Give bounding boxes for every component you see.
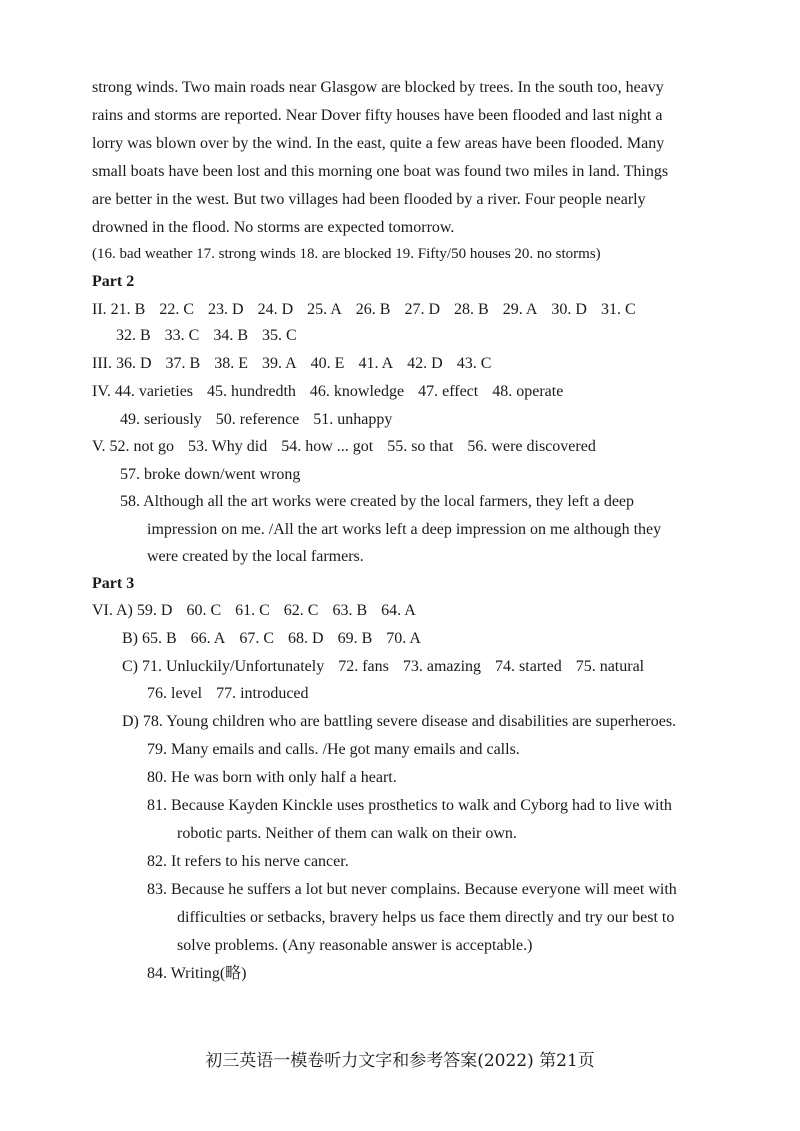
answer-item: 45. hundredth	[207, 383, 296, 400]
answer-item: 43. C	[456, 355, 492, 372]
passage-line: strong winds. Two main roads near Glasgow are blocked by trees. In the south too, heavy	[92, 79, 664, 96]
answer-80: 80. He was born with only half a heart.	[147, 769, 397, 786]
answer-58-line: impression on me. /All the art works left a deep impression on me although they	[147, 521, 662, 538]
section-VI-C-row	[122, 657, 658, 677]
answer-item: 40. E	[310, 355, 345, 372]
answer-item: 32. B	[116, 327, 151, 344]
answer-item: 33. C	[164, 327, 200, 344]
answer-83-line: 83. Because he suffers a lot but never complains. Because everyone will meet with	[147, 881, 677, 898]
answer-item: 50. reference	[215, 411, 300, 428]
part2-heading: Part 2	[92, 273, 135, 290]
passage-line: small boats have been lost and this morning one boat was found two miles in land. Things	[92, 163, 669, 180]
section-VI-B-row	[122, 629, 435, 649]
answer-item: II. 21. B	[92, 301, 146, 318]
answer-item: C) 71. Unluckily/Unfortunately	[122, 658, 325, 675]
answer-item: 48. operate	[492, 383, 564, 400]
answer-82: 82. It refers to his nerve cancer.	[147, 853, 349, 870]
page-footer: 初三英语一模卷听力文字和参考答案(2022) 第21页	[205, 1051, 595, 1071]
answer-item: 24. D	[257, 301, 294, 318]
answer-81-line: 81. Because Kayden Kinckle uses prosthetics to walk and Cyborg had to live with	[147, 797, 672, 814]
answer-item: 60. C	[186, 602, 222, 619]
answer-item: 35. C	[262, 327, 297, 344]
answer-item: 27. D	[404, 301, 441, 318]
section-II-row	[92, 300, 650, 320]
answer-item: 51. unhappy	[313, 411, 393, 428]
answer-item: 67. C	[239, 630, 275, 647]
answer-item: 73. amazing	[402, 658, 482, 675]
answer-item: 38. E	[214, 355, 248, 372]
answer-item: 64. A	[381, 602, 416, 619]
answer-item: VI. A) 59. D	[92, 602, 173, 619]
answer-item: 70. A	[386, 630, 421, 647]
passage-line: rains and storms are reported. Near Dover fifty houses have been flooded and last night a	[92, 107, 663, 124]
answer-item: 26. B	[355, 301, 391, 318]
answer-item: 55. so that	[387, 438, 454, 455]
answer-item: IV. 44. varieties	[92, 383, 194, 400]
section-VI-C-row-cont	[147, 684, 323, 704]
answer-58-line: were created by the local farmers.	[147, 548, 364, 565]
answer-57: 57. broke down/went wrong	[120, 466, 301, 483]
answer-item: 34. B	[213, 327, 249, 344]
passage-line: drowned in the flood. No storms are expected tomorrow.	[92, 219, 455, 236]
answer-item: 31. C	[600, 301, 636, 318]
answer-58-line: 58. Although all the art works were created by the local farmers, they left a deep	[120, 493, 635, 510]
answer-item: 46. knowledge	[309, 383, 405, 400]
answer-item: 37. B	[165, 355, 201, 372]
answer-item: 69. B	[337, 630, 373, 647]
answer-item: B) 65. B	[122, 630, 177, 647]
answer-item: 29. A	[502, 301, 538, 318]
answer-item: 49. seriously	[120, 411, 202, 428]
answer-item: 66. A	[190, 630, 226, 647]
answer-81-line: robotic parts. Neither of them can walk on their own.	[177, 825, 517, 842]
answer-item: 77. introduced	[216, 685, 309, 702]
answer-item: 68. D	[288, 630, 324, 647]
answer-84: 84. Writing(略)	[147, 965, 247, 982]
answer-83-line: solve problems. (Any reasonable answer is acceptable.)	[177, 937, 533, 954]
answer-item: 62. C	[283, 602, 319, 619]
section-VI-A-row	[92, 601, 430, 621]
section-III-row	[92, 354, 505, 374]
answer-item: 61. C	[235, 602, 270, 619]
passage-line: are better in the west. But two villages had been flooded by a river. Four people nearly	[92, 191, 646, 208]
answer-item: 74. started	[495, 658, 562, 675]
answer-item: 28. B	[454, 301, 489, 318]
section-IV-row-cont	[120, 410, 406, 430]
answer-item: 39. A	[262, 355, 297, 372]
answer-item: III. 36. D	[92, 355, 152, 372]
answer-item: 47. effect	[418, 383, 479, 400]
answer-item: 41. A	[358, 355, 394, 372]
part3-heading: Part 3	[92, 575, 135, 592]
section-IV-row	[92, 382, 577, 402]
answer-78: D) 78. Young children who are battling severe disease and disabilities are superheroes.	[122, 713, 677, 730]
answer-item: 25. A	[307, 301, 342, 318]
answer-item: 23. D	[208, 301, 244, 318]
answer-83-line: difficulties or setbacks, bravery helps us face them directly and try our best to	[177, 909, 675, 926]
section-V-row	[92, 437, 610, 457]
answer-79: 79. Many emails and calls. /He got many emails and calls.	[147, 741, 520, 758]
answer-item: 76. level	[147, 685, 203, 702]
answer-item: 30. D	[551, 301, 587, 318]
answer-item: 42. D	[407, 355, 443, 372]
answer-item: 54. how ... got	[281, 438, 374, 455]
answer-item: 22. C	[159, 301, 194, 318]
answer-item: 63. B	[332, 602, 368, 619]
passage-line: lorry was blown over by the wind. In the east, quite a few areas have been flooded. Many	[92, 135, 665, 152]
answer-item: 75. natural	[575, 658, 645, 675]
answer-item: 56. were discovered	[467, 438, 596, 455]
section-II-row-cont	[116, 326, 311, 346]
answer-item: 72. fans	[338, 658, 389, 675]
answer-item: V. 52. not go	[92, 438, 174, 455]
answers-16-20: (16. bad weather 17. strong winds 18. are blocked 19. Fifty/50 houses 20. no storms)	[92, 246, 601, 262]
answer-item: 53. Why did	[187, 438, 268, 455]
